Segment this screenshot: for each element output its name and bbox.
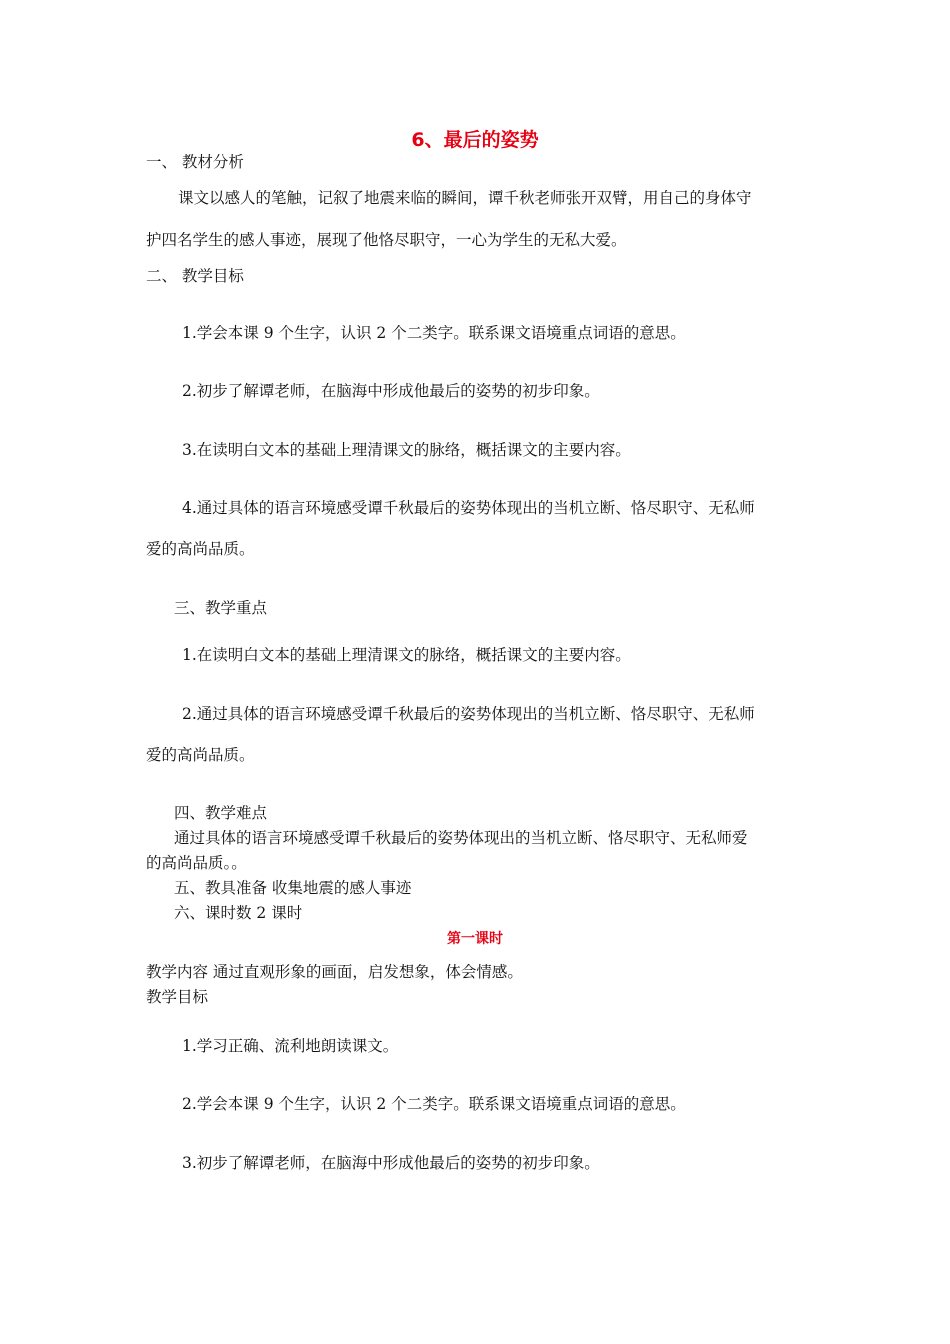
lesson-1-goal-item-2: 2.学会本课 9 个生字，认识 2 个二类字。联系课文语境重点词语的意思。 <box>182 1095 686 1113</box>
document-title: 6、最后的姿势 <box>411 129 539 151</box>
key-point-item-1: 1.在读明白文本的基础上理清课文的脉络，概括课文的主要内容。 <box>182 646 631 664</box>
goal-item-4: 4.通过具体的语言环境感受谭千秋最后的姿势体现出的当机立断、恪尽职守、无私师 <box>182 499 755 517</box>
section-heading-analysis: 一、 教材分析 <box>146 153 244 171</box>
difficulties-paragraph-line-1: 通过具体的语言环境感受谭千秋最后的姿势体现出的当机立断、恪尽职守、无私师爱 <box>174 829 748 847</box>
goal-item-3: 3.在读明白文本的基础上理清课文的脉络，概括课文的主要内容。 <box>182 441 631 459</box>
lesson-1-title: 第一课时 <box>447 931 503 947</box>
section-heading-key-points: 三、教学重点 <box>174 599 268 617</box>
lesson-1-goals-heading: 教学目标 <box>146 988 209 1006</box>
key-point-item-2: 2.通过具体的语言环境感受谭千秋最后的姿势体现出的当机立断、恪尽职守、无私师 <box>182 705 755 723</box>
difficulties-paragraph-line-2: 的高尚品质。。 <box>146 854 247 872</box>
lesson-1-goal-item-1: 1.学习正确、流利地朗读课文。 <box>182 1037 399 1055</box>
lesson-1-content: 教学内容 通过直观形象的画面，启发想象，体会情感。 <box>146 963 523 981</box>
goal-item-4-continuation: 爱的高尚品质。 <box>146 540 255 558</box>
analysis-paragraph-line-2: 护四名学生的感人事迹，展现了他恪尽职守，一心为学生的无私大爱。 <box>146 231 627 249</box>
lesson-1-goal-item-3: 3.初步了解谭老师，在脑海中形成他最后的姿势的初步印象。 <box>182 1154 600 1172</box>
section-heading-goals: 二、 教学目标 <box>146 267 244 285</box>
goal-item-1: 1.学会本课 9 个生字，认识 2 个二类字。联系课文语境重点词语的意思。 <box>182 324 686 342</box>
section-heading-difficulties: 四、教学难点 <box>174 804 268 822</box>
section-teaching-aids: 五、教具准备 收集地震的感人事迹 <box>174 879 412 897</box>
goal-item-2: 2.初步了解谭老师，在脑海中形成他最后的姿势的初步印象。 <box>182 382 600 400</box>
section-lesson-count: 六、课时数 2 课时 <box>174 904 303 922</box>
analysis-paragraph-line-1: 课文以感人的笔触，记叙了地震来临的瞬间，谭千秋老师张开双臂，用自己的身体守 <box>178 189 752 207</box>
key-point-item-2-continuation: 爱的高尚品质。 <box>146 746 255 764</box>
